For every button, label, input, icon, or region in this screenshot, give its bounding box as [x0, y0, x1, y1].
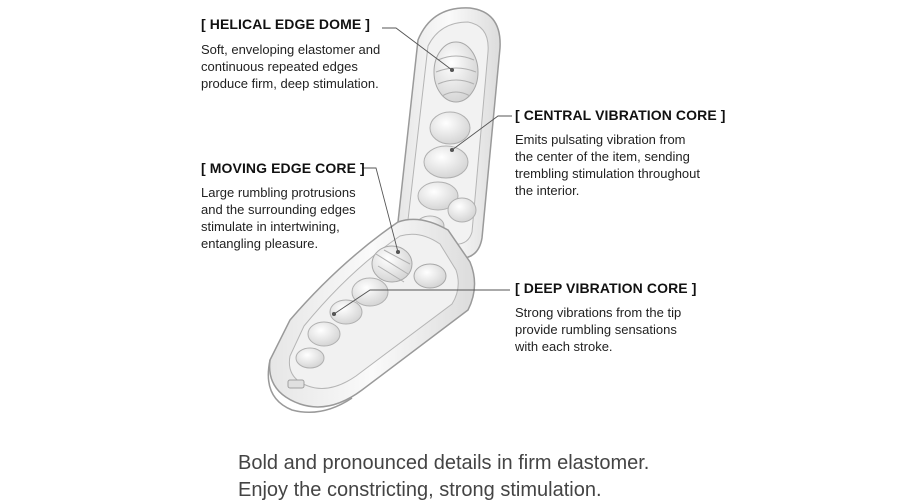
- description-line: Large rumbling protrusions: [201, 185, 356, 200]
- description-line: stimulate in intertwining,: [201, 219, 340, 234]
- description-line: the interior.: [515, 183, 580, 198]
- description-line: trembling stimulation throughout: [515, 166, 700, 181]
- description-line: continuous repeated edges: [201, 59, 358, 74]
- caption-line-2: Enjoy the constricting, strong stimulation.: [238, 479, 602, 501]
- moving-edge-core-title: [ MOVING EDGE CORE ]: [201, 160, 365, 176]
- helical-edge-dome-title: [ HELICAL EDGE DOME ]: [201, 16, 371, 32]
- description-line: Strong vibrations from the tip: [515, 305, 682, 320]
- description-line: Emits pulsating vibration from: [515, 132, 686, 147]
- deep-vibration-core-description: [515, 304, 681, 355]
- moving-edge-core-shape: [372, 246, 412, 282]
- description-line: with each stroke.: [515, 339, 613, 354]
- central-vibration-core-title: [ CENTRAL VIBRATION CORE ]: [515, 107, 726, 123]
- description-line: entangling pleasure.: [201, 236, 319, 251]
- moving-edge-core-description: [201, 184, 356, 252]
- description-line: Soft, enveloping elastomer and: [201, 42, 381, 57]
- deep-vibration-core-title: [ DEEP VIBRATION CORE ]: [515, 280, 697, 296]
- helical-edge-dome-description: [201, 41, 380, 92]
- description-line: the center of the item, sending: [515, 149, 690, 164]
- description-line: provide rumbling sensations: [515, 322, 677, 337]
- description-line: produce firm, deep stimulation.: [201, 76, 379, 91]
- central-vibration-core-description: [515, 131, 700, 199]
- description-line: and the surrounding edges: [201, 202, 356, 217]
- caption-line-1: Bold and pronounced details in firm elastomer.: [238, 452, 650, 474]
- helical-dome-shape: [434, 42, 478, 102]
